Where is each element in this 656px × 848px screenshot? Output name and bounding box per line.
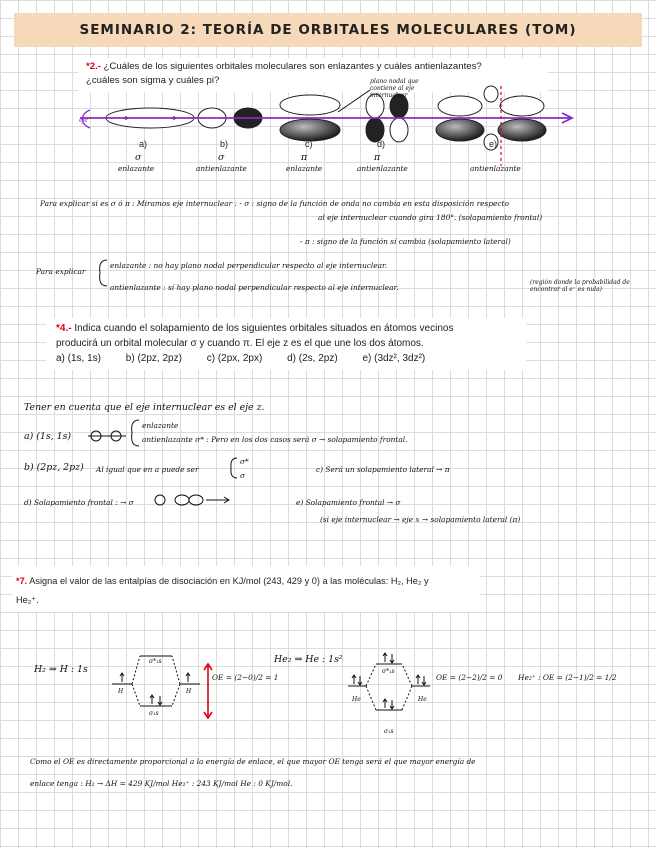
nodal-plane-note: plano nodal que contiene al eje internuclear	[370, 78, 419, 99]
orbital-c-type: enlazante	[286, 164, 323, 173]
h2-bond-order: OE = (2−0)/2 = 1	[212, 673, 279, 682]
he2-config: He₂ ⇒ He : 1s²	[274, 654, 343, 665]
q4-note-a-sketch	[88, 428, 128, 444]
he2-bonding-label: σ₁s	[384, 728, 394, 735]
q2-note-line2: al eje internuclear cuando gira 180°. (solapamiento frontal)	[318, 213, 543, 222]
question-2-line2: ¿cuáles son sigma y cuáles pi?	[86, 75, 220, 86]
orbital-label-d: d)	[377, 139, 386, 149]
q4-note-a-bonding: enlazante	[142, 421, 179, 430]
question-4-option-a: a) (1s, 1s)	[56, 353, 102, 364]
question-2-number: *2.-	[86, 61, 101, 72]
question-2-line1: ¿Cuáles de los siguientes orbitales moleculares son enlazantes y cuáles antienlazantes?	[103, 61, 482, 72]
q4-note-b-sigma-star: σ*	[240, 457, 249, 466]
question-4-line2: producirá un orbital molecular σ y cuando π. El eje z es el que une los dos átomos.	[56, 338, 424, 349]
orbital-label-e: e)	[489, 139, 498, 149]
worksheet-title-banner	[14, 13, 642, 47]
q2-note-antibonding: antienlazante : sí hay plano nodal perpendicular respecto al eje internuclear.	[110, 283, 399, 292]
q4-note-b-brace	[228, 456, 238, 480]
q4-note-d-sketch	[154, 492, 234, 508]
h2-config: H₂ ⇒ H : 1s	[34, 664, 88, 675]
q2-note-lead: Para explicar	[36, 267, 86, 276]
question-7-line2: He₂⁺.	[16, 595, 39, 605]
he2-mo-diagram	[346, 646, 436, 720]
question-4-option-d: d) (2s, 2pz)	[287, 353, 338, 364]
question-7-line1: Asigna el valor de las entalpías de disociación en KJ/mol (243, 429 y 0) a las moléculas: H₂, He₂ y	[29, 576, 429, 586]
q2-note-nodal-region: (región donde la probabilidad de encontrar al e⁻ es nula)	[530, 279, 630, 293]
worksheet-title: SEMINARIO 2: TEORÍA DE ORBITALES MOLECULARES (TOM)	[79, 22, 577, 38]
he2-left-atom: He	[352, 696, 361, 703]
q4-note-e-sub: (si eje internuclear → eje x → solapamiento lateral (π)	[320, 515, 521, 524]
orbital-a-symbol: σ	[135, 152, 142, 163]
h2-bonding-label: σ₁s	[149, 710, 159, 717]
h2-right-atom: H	[186, 688, 192, 695]
question-4-number: *4.-	[56, 323, 72, 334]
h2-antibonding-label: σ*₁s	[149, 658, 162, 665]
he2-cation-bond-order: He₂⁺ : OE = (2−1)/2 = 1/2	[518, 673, 617, 682]
question-7-text	[16, 572, 476, 610]
q4-note-a-lead: a) (1s, 1s)	[24, 431, 72, 442]
orbital-b-type: antienlazante	[196, 164, 247, 173]
orbital-a-type: enlazante	[118, 164, 155, 173]
question-7-number: *7.	[16, 576, 28, 586]
q4-note-a-brace	[128, 418, 140, 448]
q4-note-d-text: d) Solapamiento frontal : → σ	[24, 498, 134, 507]
he2-right-atom: He	[418, 696, 427, 703]
question-4-text	[56, 321, 526, 366]
conclusion-line1: Como el OE es directamente proporcional a la energía de enlace, el que mayor OE tenga será el que mayor energía de	[30, 757, 476, 766]
q4-note-b-text: Al igual que en a puede ser	[96, 465, 199, 474]
question-2-text	[86, 60, 546, 88]
q4-note-e-text: e) Solapamiento frontal → σ	[296, 498, 401, 507]
question-4-option-e: e) (3dz², 3dz²)	[362, 353, 426, 364]
q4-note-a-antibonding: antienlazante σ* : Pero en los dos casos será σ → solapamiento frontal.	[142, 435, 408, 444]
q2-note-bonding: enlazante : no hay plano nodal perpendicular respecto al eje internuclear.	[110, 261, 388, 270]
orbital-label-b: b)	[220, 139, 229, 149]
orbital-axis-label: eje	[79, 117, 88, 124]
he2-bond-order: OE = (2−2)/2 = 0	[436, 673, 503, 682]
orbital-label-a: a)	[139, 139, 148, 149]
q2-note-brace	[96, 258, 108, 288]
orbital-e-type: antienlazante	[470, 164, 521, 173]
q4-note-b-sigma: σ	[240, 471, 246, 480]
q2-note-line1: Para explicar si es σ ó π : Miramos eje internuclear : - σ : signo de la función de onda no cambia en esta disposición respecto	[40, 199, 509, 208]
q4-note-b-lead: b) (2pz, 2pz)	[24, 462, 84, 473]
orbital-label-c: c)	[305, 139, 313, 149]
q4-note-c-text: c) Será un solapamiento lateral → π	[316, 465, 450, 474]
q2-note-line3: - π : signo de la función sí cambia (solapamiento lateral)	[300, 237, 511, 246]
question-4-line1: Indica cuando el solapamiento de los siguientes orbitales situados en átomos vecinos	[74, 323, 454, 334]
h2-left-atom: H	[118, 688, 124, 695]
question-4-option-c: c) (2px, 2px)	[206, 353, 263, 364]
q4-note-line1: Tener en cuenta que el eje internuclear es el eje z.	[24, 402, 265, 413]
orbital-b-symbol: σ	[218, 152, 225, 163]
orbital-d-symbol: π	[374, 152, 381, 163]
question-4-option-b: b) (2pz, 2pz)	[125, 353, 182, 364]
orbital-d-type: antienlazante	[357, 164, 408, 173]
orbital-c-symbol: π	[301, 152, 308, 163]
he2-antibonding-label: σ*₁s	[382, 668, 395, 675]
conclusion-line2: enlace tenga : H₂ → ΔH = 429 KJ/mol He₂⁺ : 243 KJ/mol He : 0 KJ/mol.	[30, 779, 293, 788]
